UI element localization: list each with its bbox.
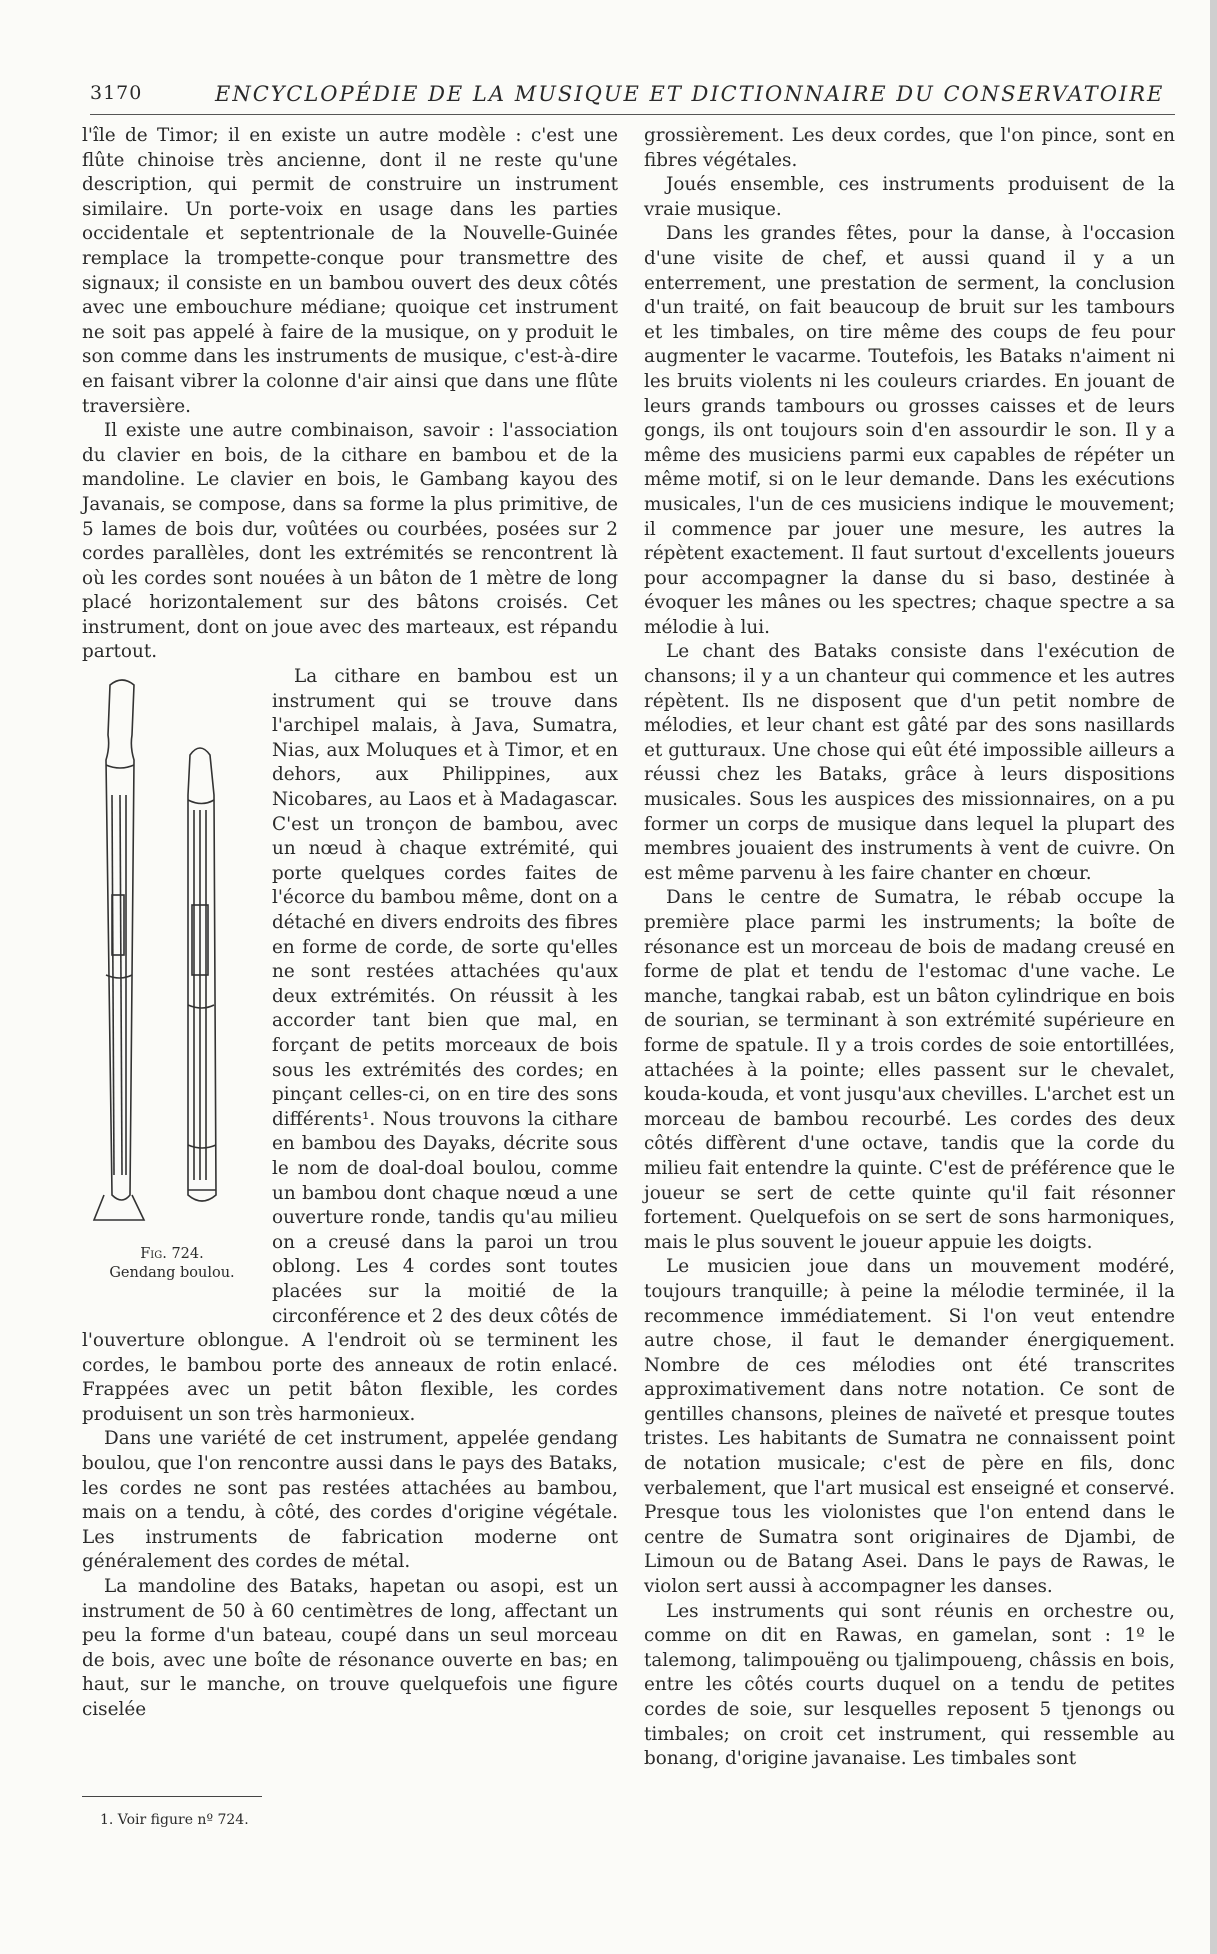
running-header: [90, 80, 1175, 115]
paragraph: Le chant des Bataks consiste dans l'exécution de chansons; il y a un chanteur qui commence et les autres répètent. Ils ne disposent que d'un petit nombre de mélodies, et leur chant est gâté par des sons nasillards et gutturaux. Une chose qui eût été impossible ailleurs a réussi chez les Bataks, grâce à leurs dispositions musicales. Sous les auspices des missionnaires, on a pu former un corps de musique dans lequel la plupart des membres jouaient des instruments à vent de cuivre. On est même parvenu à les faire chanter en chœur.: [644, 641, 1175, 884]
left-column: [82, 124, 618, 1723]
footnote: 1. Voir figure nº 724.: [100, 1812, 249, 1828]
paragraph: Dans les grandes fêtes, pour la danse, à l'occasion d'une visite de chef, et aussi quand il y a un enterrement, une prestation de serment, la conclusion d'un traité, on fait beaucoup de bruit sur les tambours et les timbales, on tire même des coups de feu pour augmenter le vacarme. Toutefois, les Bataks n'aiment ni les bruits violents ni les couleurs criardes. En jouant de leurs grands tambours ou grosses caisses et de leurs gongs, ils ont toujours soin d'en assourdir le son. Il y a même des musiciens parmi eux capables de répéter un même motif, si on le leur demande. Dans les exécutions musicales, l'un de ces musiciens indique le mouvement; il commence par jouer une mesure, les autres la répètent exactement. Il faut surtout d'excellents joueurs pour accompagner la danse du si baso, destinée à évoquer les mânes ou les spectres; chaque spectre a sa mélodie à lui.: [644, 223, 1175, 638]
page-number: 3170: [90, 82, 143, 104]
paragraph: Dans le centre de Sumatra, le rébab occupe la première place parmi les instruments; la boîte de résonance est un morceau de bois de madang creusé en forme de plat et tendu de l'estomac d'une vache. Le manche, tangkai rabab, est un bâton cylindrique en bois de sourian, se terminant à son extrémité supérieure en forme de spatule. Il y a trois cordes de soie entortillées, attachées à la pointe; elles passent sur le chevalet, kouda-kouda, et vont jusqu'aux chevilles. L'archet est un morceau de bambou recourbé. Les cordes des deux côtés diffèrent d'une octave, tandis que la corde du milieu fait entendre la quinte. C'est de préférence que le joueur se sert de cette quinte qu'il fait résonner fortement. Quelquefois on se sert de sons harmoniques, mais le plus souvent le joueur appuie les doigts.: [644, 887, 1175, 1253]
figure-724: [82, 665, 262, 1305]
paragraph: Dans une variété de cet instrument, appelée gendang boulou, que l'on rencontre aussi dans le pays des Bataks, les cordes ne sont pas restées attachées au bambou, mais on a tendu, à côté, des cordes d'origine végétale. Les instruments de fabrication moderne ont généralement des cordes de métal.: [82, 1428, 618, 1573]
figure-label: Fig. 724.: [140, 1246, 204, 1263]
paragraph: La cithare en bambou est un instrument qui se trouve dans l'archipel malais, à Java, Sumatra, Nias, aux Moluques et à Timor, et en dehors, aux Philippines, aux Nicobares, au Laos et à Madagascar. C'est un tronçon de bambou, avec un nœud à chaque extrémité, qui porte quelques cordes faites de l'écorce du bambou même, dont on a détaché en divers endroits des fibres en forme de corde, de sorte qu'elles ne sont restées attachées qu'aux deux extrémités. On réussit à les accorder tant bien que mal, en forçant de petits morceaux de bois sous les extrémités des cordes; en pinçant celles-ci, on en tire des sons différents¹. Nous trouvons la cithare en bambou des Dayaks, décrite sous le nom de doal-doal boulou, comme un bambou dont chaque nœud a une ouverture ronde, tandis qu'au milieu on a creusé dans la paroi un trou oblong. Les 4 cordes sont toutes placées sur la moitié de la circonférence et 2 des deux côtés de l'ouverture oblongue. A l'endroit où se terminent les cordes, le bambou porte des anneaux de rotin enlacé. Frappées avec un petit bâton flexible, les cordes produisent un son très harmonieux.: [82, 666, 618, 1425]
paragraph: Les instruments qui sont réunis en orchestre ou, comme on dit en Rawas, en gamelan, sont : 1º le talemong, talimpouëng ou tjalimpoueng, châssis en bois, entre les côtés courts duquel on a tendu de petites cordes de soie, sur lesquelles reposent 5 tjenongs ou timbales; on croit cet instrument, qui ressemble au bonang, d'origine javanaise. Les timbales sont: [644, 1600, 1175, 1770]
right-column: [644, 124, 1175, 1772]
page-edge-shadow: [1210, 0, 1217, 1954]
paragraph: l'île de Timor; il en existe un autre modèle : c'est une flûte chinoise très ancienne, dont il ne reste qu'une description, qui permit de construire un instrument similaire. Un porte-voix en usage dans les parties occidentale et septentrionale de la Nouvelle-Guinée remplace la trompette-conque pour transmettre des signaux; il consiste en un bambou ouvert des deux côtés avec une embouchure médiane; quoique cet instrument ne soit pas appelé à faire de la musique, on y produit le son comme dans les instruments de musique, c'est-à-dire en faisant vibrer la colonne d'air ainsi que dans une flûte traversière.: [82, 125, 618, 417]
figure-caption: [82, 1245, 262, 1283]
paragraph: Le musicien joue dans un mouvement modéré, toujours tranquille; à peine la mélodie terminée, il la recommence immédiatement. Si l'on veut entendre autre chose, il faut le demander énergiquement. Nombre de ces mélodies ont été transcrites approximativement dans notre notation. Ce sont de gentilles chansons, pleines de naïveté et presque toutes tristes. Les habitants de Sumatra ne connaissent point de notation musicale; c'est de père en fils, donc verbalement, que l'art musical est enseigné et conservé. Presque tous les violonistes que l'on entend dans le centre de Sumatra sont originaires de Djambi, de Limoun ou de Batang Asei. Dans le pays de Rawas, le violon sert aussi à accompagner les danses.: [644, 1256, 1175, 1598]
footnote-rule: [82, 1796, 262, 1797]
paragraph: La mandoline des Bataks, hapetan ou asopi, est un instrument de 50 à 60 centimètres de long, affectant un peu la forme d'un bateau, coupé dans un seul morceau de bois, avec une boîte de résonance ouverte en bas; en haut, sur le manche, on trouve quelquefois une figure ciselée: [82, 1576, 618, 1720]
paragraph: Il existe une autre combinaison, savoir : l'association du clavier en bois, de la cithare en bambou et de la mandoline. Le clavier en bois, le Gambang kayou des Javanais, se compose, dans sa forme la plus primitive, de 5 lames de bois dur, voûtées ou courbées, posées sur 2 cordes parallèles, dont les extrémités se rencontrent là où les cordes sont nouées à un bâton de 1 mètre de long placé horizontalement sur des bâtons croisés. Cet instrument, dont on joue avec des marteaux, est répandu partout.: [82, 420, 618, 663]
paragraph: Joués ensemble, ces instruments produisent de la vraie musique.: [644, 174, 1175, 220]
paragraph: grossièrement. Les deux cordes, que l'on pince, sont en fibres végétales.: [644, 125, 1175, 171]
gendang-boulou-illustration: [82, 675, 262, 1235]
header-title: ENCYCLOPÉDIE DE LA MUSIQUE ET DICTIONNAIRE DU CONSERVATOIRE: [215, 82, 1165, 106]
figure-caption-text: Gendang boulou.: [109, 1265, 235, 1282]
